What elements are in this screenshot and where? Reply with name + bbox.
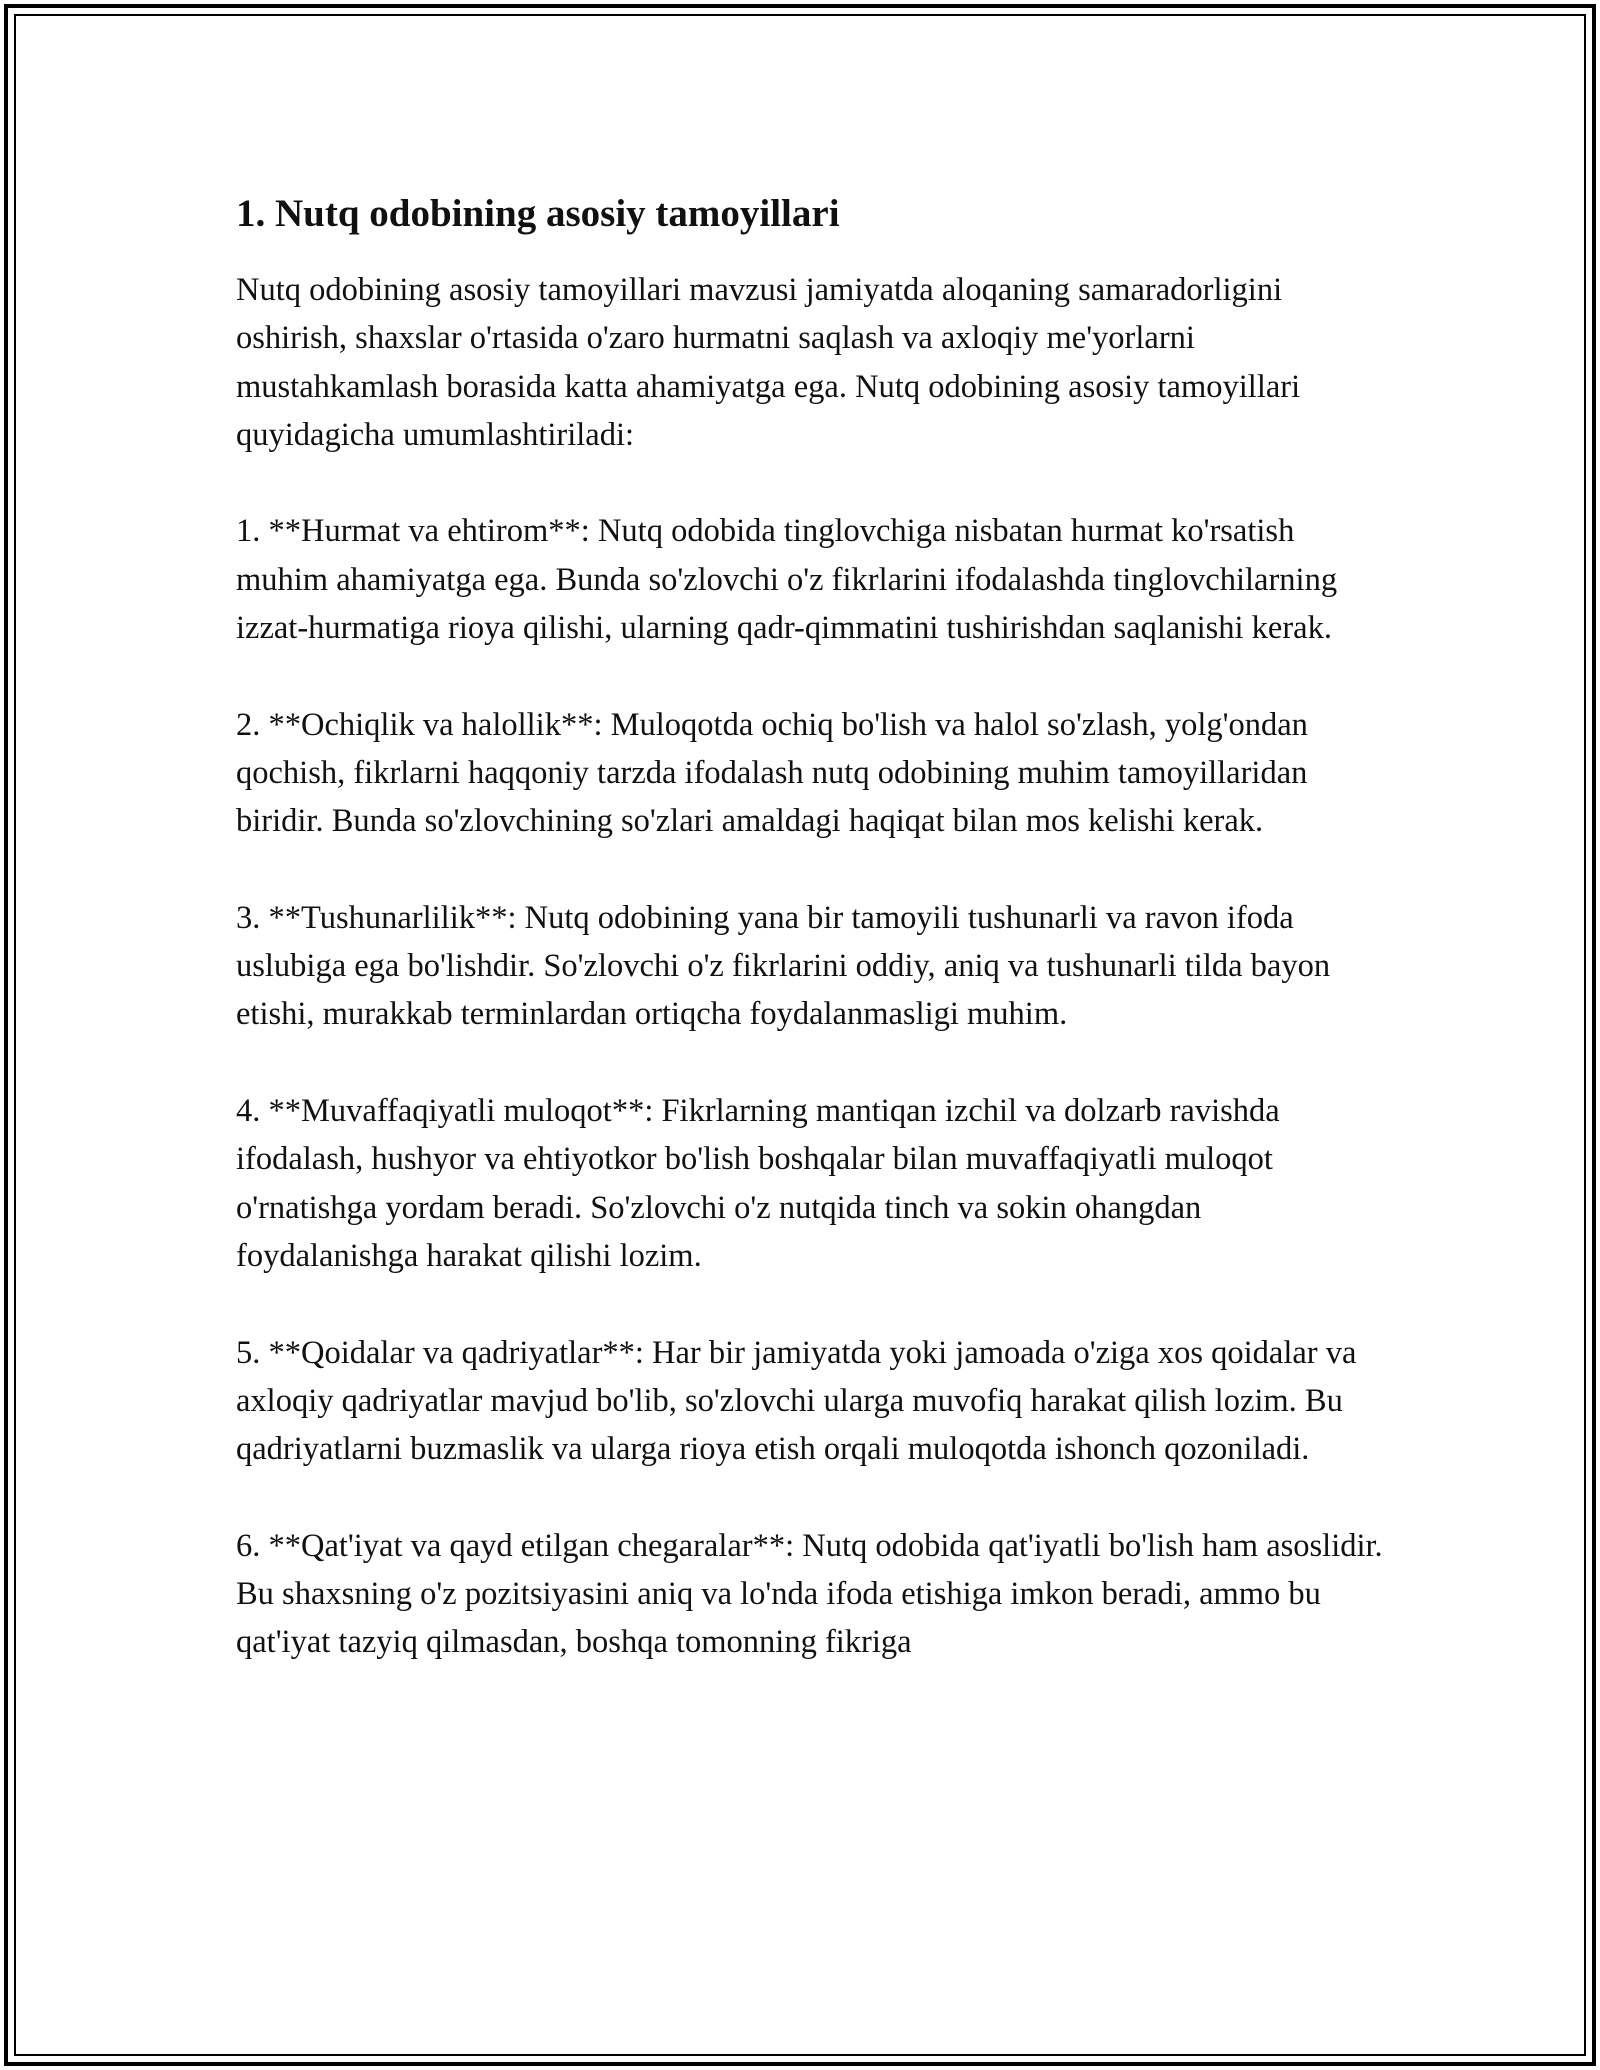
principle-paragraph-4: 4. **Muvaffaqiyatli muloqot**: Fikrlarning mantiqan izchil va dolzarb ravishda ifodalash, hushyor va ehtiyotkor bo'lish boshqalar bilan muvaffaqiyatli muloqot o'rnatishga yordam beradi. So'zlovchi o'z nutqida tinch va sokin ohangdan foydalanishga harakat qilishi lozim. — [236, 1093, 1280, 1274]
principle-paragraph-1: 1. **Hurmat va ehtirom**: Nutq odobida tinglovchiga nisbatan hurmat ko'rsatish muhim ahamiyatga ega. Bunda so'zlovchi o'z fikrlarini ifodalashda tinglovchilarning izzat-hurmatiga rioya qilishi, ularning qadr-qimmatini tushirishdan saqlanishi kerak. — [236, 513, 1338, 647]
principle-paragraph-3: 3. **Tushunarlilik**: Nutq odobining yana bir tamoyili tushunarli va ravon ifoda uslubiga ega bo'lishdir. So'zlovchi o'z fikrlarini oddiy, aniq va tushunarli tilda bayon etishi, murakkab terminlardan ortiqcha foydalanmasligi muhim. — [236, 899, 1331, 1033]
principle-paragraph-6: 6. **Qat'iyat va qayd etilgan chegaralar**: Nutq odobida qat'iyatli bo'lish ham asoslidir. Bu shaxsning o'z pozitsiyasini aniq va lo'nda ifoda etishiga imkon beradi, ammo bu qat'iyat tazyiq qilmasdan, boshqa tomonning fikriga — [236, 1527, 1383, 1661]
principle-paragraph-5: 5. **Qoidalar va qadriyatlar**: Har bir jamiyatda yoki jamoada o'ziga xos qoidalar va axloqiy qadriyatlar mavjud bo'lib, so'zlovchi ularga muvofiq harakat qilish lozim. Bu qadriyatlarni buzmaslik va ularga rioya etish orqali muloqotda ishonch qozoniladi. — [236, 1334, 1357, 1468]
principle-paragraph-2: 2. **Ochiqlik va halollik**: Muloqotda ochiq bo'lish va halol so'zlash, yolg'ondan qochish, fikrlarni haqqoniy tarzda ifodalash nutq odobining muhim tamoyillaridan biridir. Bunda so'zlovchining so'zlari amaldagi haqiqat bilan mos kelishi kerak. — [236, 706, 1308, 840]
page-title: 1. Nutq odobining asosiy tamoyillari — [236, 192, 840, 235]
intro-paragraph: Nutq odobining asosiy tamoyillari mavzusi jamiyatda aloqaning samaradorligini oshirish, shaxslar o'rtasida o'zaro hurmatni saqlash va axloqiy me'yorlarni mustahkamlash borasida katta ahamiyatga ega. Nutq odobining asosiy tamoyillari quyidagicha umumlashtiriladi: — [236, 272, 1301, 453]
document-body — [236, 188, 1386, 1667]
